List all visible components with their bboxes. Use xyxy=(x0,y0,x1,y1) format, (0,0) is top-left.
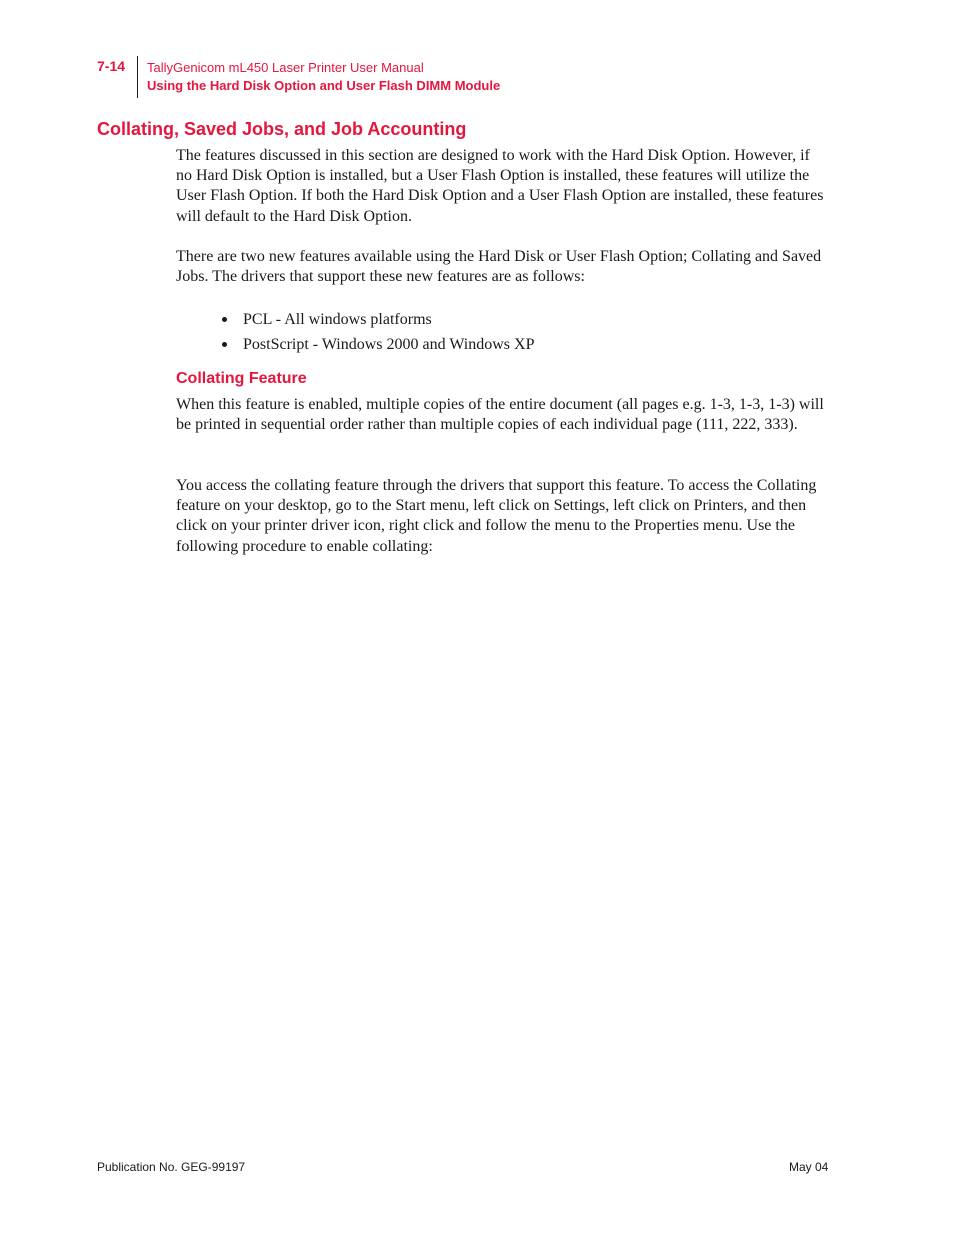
subsection-title: Collating Feature xyxy=(176,370,307,387)
page-number: 7-14 xyxy=(97,58,126,74)
manual-title: TallyGenicom mL450 Laser Printer User Manual xyxy=(147,60,424,75)
footer-publication: Publication No. GEG-99197 xyxy=(97,1160,246,1174)
section-paragraph-2: There are two new features available using the Hard Disk or User Flash Option; Collating and Saved Jobs. The drivers that support these new features are as follows: xyxy=(176,248,822,286)
list-item xyxy=(222,332,534,357)
bullet-icon xyxy=(222,342,227,347)
driver-list xyxy=(222,307,534,357)
subsection-paragraph-2: You access the collating feature through the drivers that support this feature. To access the Collating feature on your desktop, go to the Start menu, left click on Settings, left click on Printers, and then click on your printer driver icon, right click and follow the menu to the Properties menu. Use the following procedure to enable collating: xyxy=(176,477,817,555)
header-titles xyxy=(147,59,500,95)
chapter-title: Using the Hard Disk Option and User Flash DIMM Module xyxy=(147,78,501,93)
list-item-text: PCL - All windows platforms xyxy=(243,311,432,328)
list-item-text: PostScript - Windows 2000 and Windows XP xyxy=(243,336,535,353)
bullet-icon xyxy=(222,317,227,322)
section-paragraph-1: The features discussed in this section are designed to work with the Hard Disk Option. However, if no Hard Disk Option is installed, but a User Flash Option is installed, these features will utilize the User Flash Option. If both the Hard Disk Option and a User Flash Option are installed, these features will default to the Hard Disk Option. xyxy=(176,147,824,225)
subsection-paragraph-1: When this feature is enabled, multiple copies of the entire document (all pages e.g. 1-3, 1-3, 1-3) will be printed in sequential order rather than multiple copies of each individual page (111, 222, 333). xyxy=(176,396,824,434)
section-title: Collating, Saved Jobs, and Job Accounting xyxy=(97,119,467,139)
list-item xyxy=(222,307,534,332)
header-divider xyxy=(137,56,138,98)
footer-date: May 04 xyxy=(789,1160,829,1174)
